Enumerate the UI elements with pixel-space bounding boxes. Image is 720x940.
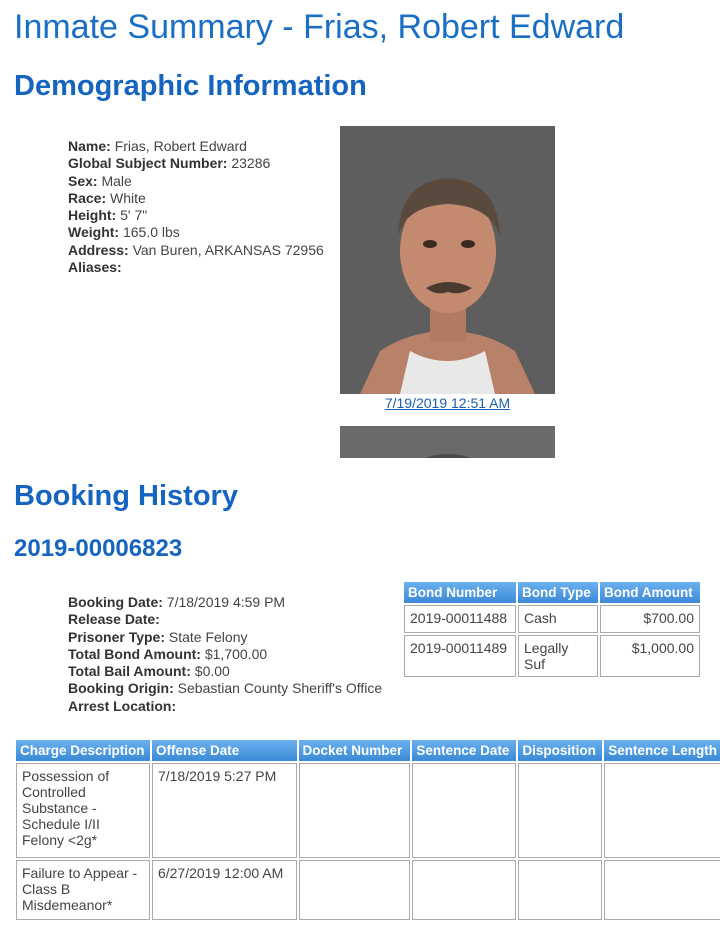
offense-date-header: Offense Date — [152, 740, 297, 761]
bond-table — [402, 580, 702, 679]
field-height: Height: 5' 7" — [68, 207, 148, 224]
bond-number-cell: 2019-00011489 — [404, 635, 516, 677]
second-photo-image — [340, 426, 555, 458]
docket-number-header: Docket Number — [299, 740, 411, 761]
charge-description-cell: Possession of Controlled Substance - Schedule I/II Felony <2g* — [16, 763, 150, 858]
mugshot-image — [340, 126, 555, 394]
field-weight: Weight: 165.0 lbs — [68, 224, 180, 241]
booking-number: 2019-00006823 — [14, 535, 183, 562]
table-row — [404, 635, 700, 677]
bond-number-cell: 2019-00011488 — [404, 605, 516, 633]
bond-type-cell: Cash — [518, 605, 598, 633]
sentence-length-cell — [604, 860, 720, 920]
bond-amount-cell: $700.00 — [600, 605, 700, 633]
bond-type-header: Bond Type — [518, 582, 598, 603]
charge-description-cell: Failure to Appear - Class B Misdemeanor* — [16, 860, 150, 920]
booking-info — [68, 594, 382, 715]
field-global-subject-number: Global Subject Number: 23286 — [68, 155, 271, 172]
bond-amount-cell: $1,000.00 — [600, 635, 700, 677]
field-booking-origin: Booking Origin: Sebastian County Sheriff's Office — [68, 680, 383, 697]
disposition-cell — [518, 860, 602, 920]
table-row — [16, 860, 720, 920]
field-booking-date: Booking Date: 7/18/2019 4:59 PM — [68, 594, 286, 610]
field-address: Address: Van Buren, ARKANSAS 72956 — [68, 241, 324, 258]
page-title: Inmate Summary - Frias, Robert Edward — [14, 8, 625, 46]
sentence-date-header: Sentence Date — [412, 740, 516, 761]
bond-type-cell: Legally Suf — [518, 635, 598, 677]
field-total-bond-amount: Total Bond Amount: $1,700.00 — [68, 645, 268, 662]
sentence-date-cell — [412, 860, 516, 920]
offense-date-cell: 6/27/2019 12:00 AM — [152, 860, 297, 920]
field-race: Race: White — [68, 189, 146, 206]
charges-table — [14, 738, 720, 922]
field-name: Name: Frias, Robert Edward — [68, 138, 247, 154]
field-arrest-location: Arrest Location: — [68, 697, 177, 714]
docket-number-cell — [299, 763, 411, 858]
disposition-cell — [518, 763, 602, 858]
field-sex: Sex: Male — [68, 172, 132, 189]
second-photo-thumbnail[interactable] — [340, 426, 555, 458]
sentence-length-cell — [604, 763, 720, 858]
field-prisoner-type: Prisoner Type: State Felony — [68, 628, 248, 645]
photo-timestamp-link[interactable]: 7/19/2019 12:51 AM — [384, 395, 511, 411]
sentence-date-cell — [412, 763, 516, 858]
booking-history-heading: Booking History — [14, 480, 238, 512]
docket-number-cell — [299, 860, 411, 920]
charges-table-header — [16, 740, 720, 761]
demographic-info — [68, 138, 324, 276]
table-row — [16, 763, 720, 858]
bond-table-header — [404, 582, 700, 603]
charge-description-header: Charge Description — [16, 740, 150, 761]
disposition-header: Disposition — [518, 740, 602, 761]
demographic-heading: Demographic Information — [14, 70, 367, 102]
field-aliases: Aliases: — [68, 259, 122, 276]
table-row — [404, 605, 700, 633]
offense-date-cell: 7/18/2019 5:27 PM — [152, 763, 297, 858]
field-release-date: Release Date: — [68, 611, 160, 628]
bond-number-header: Bond Number — [404, 582, 516, 603]
mugshot-photo[interactable] — [340, 126, 555, 394]
field-total-bail-amount: Total Bail Amount: $0.00 — [68, 663, 230, 680]
sentence-length-header: Sentence Length — [604, 740, 720, 761]
bond-amount-header: Bond Amount — [600, 582, 700, 603]
